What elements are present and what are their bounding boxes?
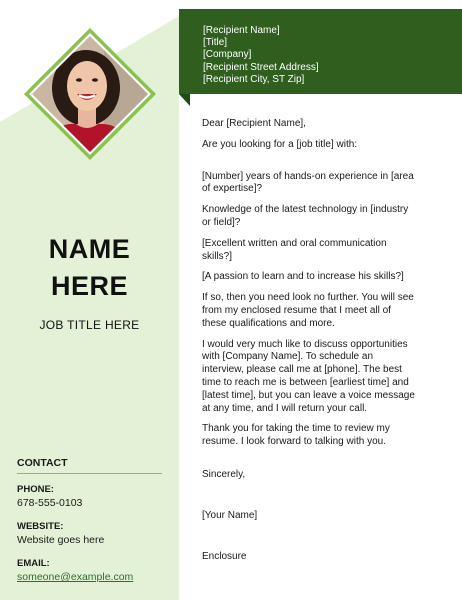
name-line-2: HERE — [50, 271, 128, 301]
letter-paragraph: I would very much like to discuss opportunities with [Company Name]. To schedule an interview, please call me at [phone]. The best time to reach me is between [earliest time] and [latest time], but you can leave a voice message at any time, and I will return your call. — [202, 338, 415, 414]
contact-heading: CONTACT — [17, 457, 162, 474]
name-line-1: NAME — [48, 234, 131, 264]
recipient-company: [Company] — [203, 49, 252, 61]
letter-intro: Are you looking for a [job title] with: — [202, 138, 358, 150]
website-value: Website goes here — [17, 534, 105, 546]
email-label: EMAIL: — [17, 558, 50, 569]
letter-paragraph: Thank you for taking the time to review my resume. I look forward to talking with you. — [202, 423, 390, 448]
qualification-item: Knowledge of the latest technology in [industry or field]? — [202, 204, 409, 228]
salutation: Dear [Recipient Name], — [202, 118, 306, 129]
qualification-item: [Number] years of hands-on experience in [area of expertise]? — [202, 170, 414, 195]
letter-body — [202, 118, 417, 563]
phone-value: 678-555-0103 — [17, 497, 83, 509]
recipient-title: [Title] — [203, 37, 228, 49]
recipient-street: [Recipient Street Address] — [203, 61, 319, 73]
enclosure: Enclosure — [202, 550, 247, 562]
recipient-city: [Recipient City, ST Zip] — [203, 73, 305, 85]
recipient-address — [203, 25, 319, 86]
profile-photo — [24, 28, 156, 160]
contact-section — [17, 457, 162, 583]
website-label: WEBSITE: — [17, 521, 64, 532]
closing: Sincerely, — [202, 468, 246, 480]
recipient-name: [Recipient Name] — [203, 25, 280, 36]
qualification-item: [Excellent written and oral communication skills?] — [202, 237, 387, 262]
letter-paragraph: If so, then you need look no further. You will see from my enclosed resume that I meet all of these qualifications and more. — [202, 292, 414, 329]
phone-label: PHONE: — [17, 484, 54, 495]
header-fold — [179, 94, 190, 106]
email-link[interactable]: someone@example.com — [17, 571, 134, 583]
job-title: JOB TITLE HERE — [39, 318, 140, 332]
signature: [Your Name] — [202, 509, 258, 521]
qualification-item: [A passion to learn and to increase his skills?] — [202, 271, 404, 283]
